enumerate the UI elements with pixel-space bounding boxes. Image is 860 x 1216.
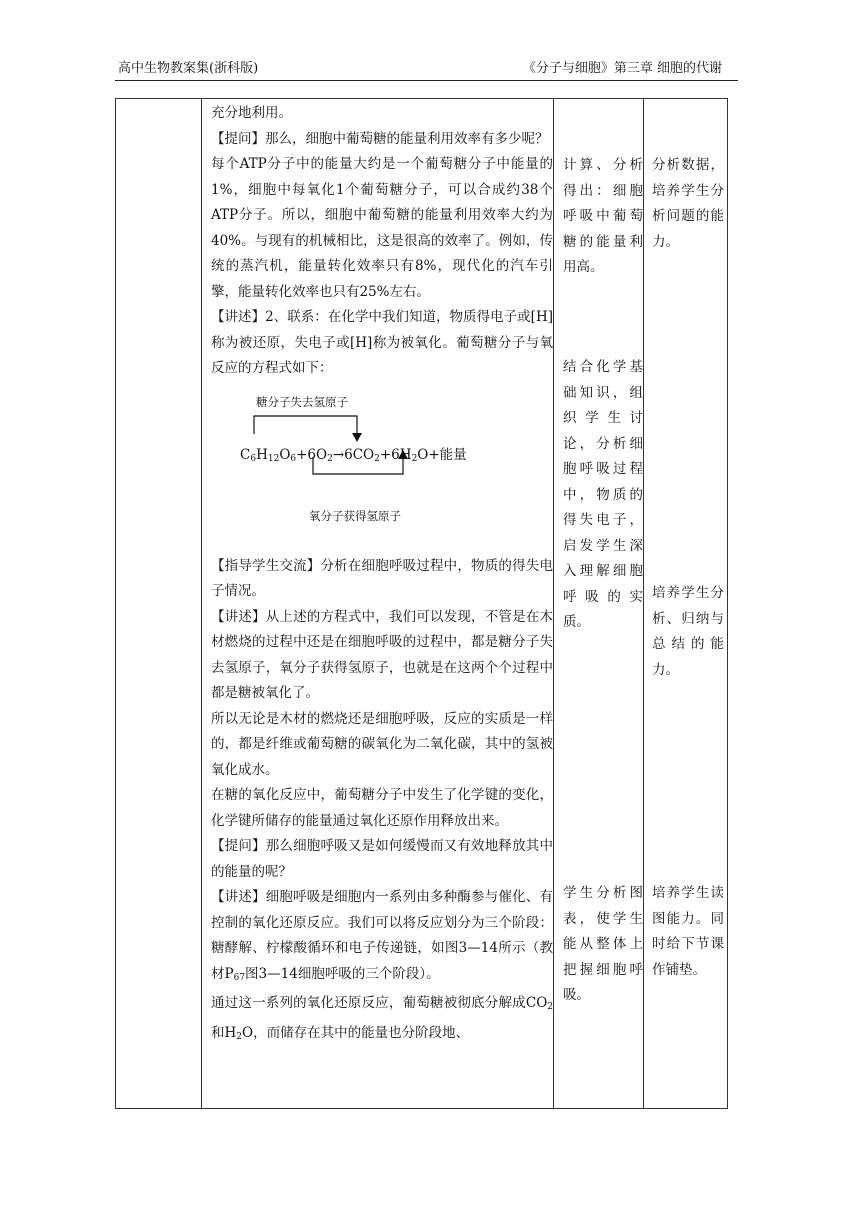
student-activity-block: 学生分析图表，使学生能从整体上把握细胞呼吸。: [563, 885, 643, 1003]
paragraph: 通过这一系列的氧化还原反应，葡萄糖被彻底分解成$CO_2$和$H_2O$，而储存在其中的能量也分阶段地、: [211, 995, 553, 1042]
teaching-content-column: [211, 101, 553, 1050]
paragraph: 【提问】那么，细胞中葡萄糖的能量利用效率有多少呢？: [211, 130, 549, 147]
paragraph: 【讲述】从上述的方程式中，我们可以发现，不管是在木材燃烧的过程中还是在细胞呼吸的过程中，都是糖分子失去氢原子，氧分子获得氢原子，也就是在这两个个过程中都是糖被氧化了。: [211, 608, 553, 701]
paragraph: 【指导学生交流】分析在细胞呼吸过程中，物质的得失电子情况。: [211, 557, 553, 599]
design-intent-block: 分析数据，培养学生分析问题的能力。: [652, 157, 724, 250]
paragraph: 充分地利用。: [211, 105, 292, 121]
column-divider: [643, 99, 644, 1108]
paragraph: 每个ATP分子中的能量大约是一个葡萄糖分子中能量的1%，细胞中每氧化1个葡萄糖分子，可以合成约38个ATP分子。所以，细胞中葡萄糖的能量利用效率大约为40%。与现有的机械相比，这是很高的效率了。例如，传统的蒸汽机，能量转化效率只有8%，现代化的汽车引擎，能量转化效率也只有25%左右。: [211, 156, 553, 300]
header-left-title: 高中生物教案集(浙科版): [118, 61, 259, 76]
equation-diagram: [211, 382, 553, 554]
paragraph: 【提问】那么细胞呼吸又是如何缓慢而又有效地释放其中的能量的呢？: [211, 838, 553, 880]
equation-top-label: 糖分子失去氢原子: [256, 394, 348, 409]
design-intent-block: 培养学生分析、归纳与总结的能力。: [652, 585, 724, 678]
equation-bottom-label: 氧分子获得氢原子: [309, 508, 401, 523]
student-activity-block: 计算、分析得出：细胞呼吸中葡萄糖的能量利用高。: [563, 157, 643, 275]
column-divider: [201, 99, 202, 1108]
header-rule: [115, 80, 738, 81]
design-intent-block: 培养学生读图能力。同时给下节课作铺垫。: [652, 885, 724, 978]
lesson-table: [115, 98, 728, 1109]
paragraph: 在糖的氧化反应中，葡萄糖分子中发生了化学键的变化，化学键所储存的能量通过氧化还原作用释放出来。: [211, 787, 553, 829]
header-right-title: 《分子与细胞》第三章 细胞的代谢: [522, 61, 722, 76]
glucose-oxidation-equation: $C_6H_{12}O_6+6O_2\to 6CO_2+6H_2O+$能量: [240, 446, 467, 464]
paragraph: 所以无论是木材的燃烧还是细胞呼吸，反应的实质是一样的，都是纤维或葡萄糖的碳氧化为二氧化碳，其中的氢被氧化成水。: [211, 710, 553, 778]
column-divider: [553, 99, 554, 1108]
paragraph: 【讲述】2、联系：在化学中我们知道，物质得电子或[H]称为被还原，失电子或[H]称为被氧化。葡萄糖分子与氧反应的方程式如下：: [211, 309, 553, 376]
paragraph: 【讲述】细胞呼吸是细胞内一系列由多种酶参与催化、有控制的氧化还原反应。我们可以将反应划分为三个阶段：糖酵解、柠檬酸循环和电子传递链，如图3—14所示（教材$P_{67}$图3—14细胞呼吸的三个阶段）。: [211, 889, 553, 983]
student-activity-block: 结合化学基础知识，组织学生讨论，分析细胞呼吸过程中，物质的得失电子，启发学生深入理解细胞呼吸的实质。: [563, 359, 643, 630]
